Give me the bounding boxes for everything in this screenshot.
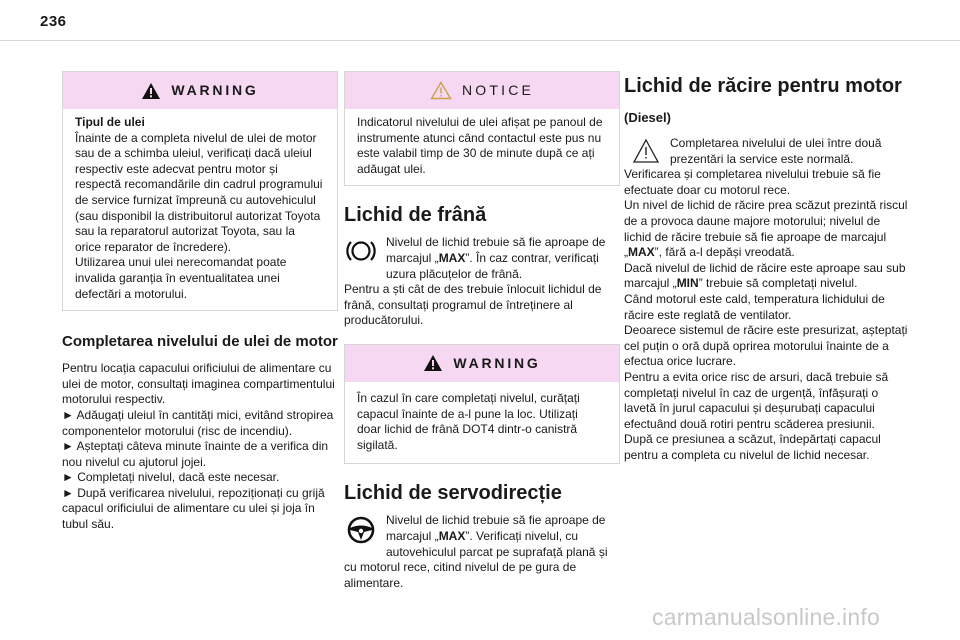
coolant-para-6: Deoarece sistemul de răcire este presurizat, așteptați cel puțin o oră după oprirea motorului înainte de a efectua orice lucrare. [624,323,908,369]
coolant-para-5: Când motorul este cald, temperatura lichidului de răcire este reglată de ventilator. [624,291,885,322]
page-number: 236 [40,13,67,30]
brake-text-part: Nivelul de lichid trebuie să fie aproape de marcajul „ [386,235,606,265]
max-mark: MAX [438,528,466,543]
coolant-para-4 [624,261,910,292]
brake-fluid-text [344,235,620,329]
caution-triangle-icon [632,138,662,166]
coolant-text-part: ” trebuie să completați nivelul. [698,276,858,291]
coolant-text-part: Un nivel de lichid de răcire prea scăzut prezintă riscul de a provoca daune majore motorului; nivelul de lichid de răcire trebuie să fie aproape de marcajul „ [624,198,908,260]
min-mark: MIN [676,276,699,291]
warning-body: În cazul în care completați nivelul, curățați capacul înainte de a-l pune la loc. Utilizați doar lichid de frână DOT4 dintr-o canistră sigilată. [357,390,580,452]
section-heading-coolant: Lichid de răcire pentru motor [624,75,902,97]
steering-fluid-text [344,513,620,591]
brake-text-part: ”. În caz contrar, verificați uzura plăcuțelor de frână. [386,250,599,281]
steering-text-part: Nivelul de lichid trebuie să fie aproape de marcajul „ [386,513,606,543]
oil-step: ► După verificarea nivelului, repoziționați cu grijă capacul orificiului de alimentare cu ulei și joja în tubul său. [62,485,325,532]
warning-body: Înainte de a completa nivelul de ulei de motor sau de a schimba uleiul, verificați dacă uleiul respectiv este adecvat pentru motor și respectă recomandările din cadrul programului de service furnizat împreună cu autovehiculul (sau disponibil la distribuitorul autorizat Toyota sau la reparatorul autorizat Toyota, sau la orice reparator de încredere). [75,130,323,254]
notice-box-header [345,72,619,109]
warning-title: Tipul de ulei [75,115,145,129]
coolant-para-1: Completarea nivelului de ulei între două prezentări la service este normală. [670,136,882,166]
section-heading-power-steering: Lichid de servodirecție [344,482,562,505]
header-divider [0,40,960,41]
max-mark: MAX [628,245,655,260]
watermark: carmanualsonline.info [652,604,880,630]
section-heading-brake-fluid: Lichid de frână [344,204,487,227]
steering-text-part: ”. Verificați nivelul, cu autovehiculul parcat pe suprafață plană și cu motorul rece, citind nivelul de pe gura de alimentare. [344,528,608,590]
brake-text-2: Pentru a ști cât de des trebuie înlocuit lichidul de frână, consultați programul de întreținere al producătorului. [344,282,602,328]
warning-label: WARNING [171,81,259,98]
notice-triangle-icon [430,81,452,100]
coolant-text [624,136,910,463]
warning-triangle-icon [423,354,443,372]
coolant-para-8: După ce presiunea a scăzut, îndepărtați capacul pentru a completa cu nivelul de lichid necesar. [624,432,881,462]
warning-triangle-icon [141,82,161,100]
oil-step: ► Așteptați câteva minute înainte de a verifica din nou nivelul cu ajutorul jojei. [62,439,329,469]
coolant-para-3 [624,198,910,260]
column-left [62,71,338,533]
oil-step: ► Completați nivelul, dacă este necesar. [62,470,280,485]
notice-label: NOTICE [461,81,535,98]
brake-warning-icon [344,237,378,267]
warning-box-oil-type [62,71,338,311]
notice-box [344,71,620,186]
oil-step: ► Adăugați uleiul în cantități mici, evitând stropirea componentelor motorului (risc de incendiu). [62,407,334,438]
coolant-para-7: Pentru a evita orice risc de arsuri, dacă trebuie să completați nivelul în caz de urgență, înfășurați o lavetă în jurul capacului și deșurubați capacului efectuând două rotiri pentru scăderea presiunii. [624,369,889,431]
coolant-subheading: (Diesel) [624,110,671,125]
warning-label: WARNING [453,354,541,371]
warning-body-2: Utilizarea unui ulei nerecomandat poate invalida garanția în eventualitatea unei defectări a motorului. [75,255,287,301]
warning-box-brake [344,344,620,464]
column-right [624,71,910,463]
oil-intro-text: Pentru locația capacului orificiului de alimentare cu ulei de motor, consultați imaginea compartimentului motorului respectiv. [62,361,335,407]
coolant-text-part: Dacă nivelul de lichid de răcire este aproape sau sub marcajul „ [624,260,906,291]
column-middle [344,71,620,591]
max-mark: MAX [438,250,466,265]
section-heading-oil-top-up: Completarea nivelului de ulei de motor [62,333,338,351]
coolant-text-part: ”, fără a-l depăși vreodată. [654,245,795,260]
steering-wheel-icon [344,515,378,545]
notice-body: Indicatorul nivelului de ulei afișat pe panoul de instrumente atunci când contactul este pus nu este valabil timp de 30 de minute după ce ați adăugat ulei. [357,115,603,176]
coolant-para-2: Verificarea și completarea nivelului trebuie să fie efectuate doar cu motorul rece. [624,167,881,197]
warning-box-header [345,345,619,382]
warning-box-header [63,72,337,109]
